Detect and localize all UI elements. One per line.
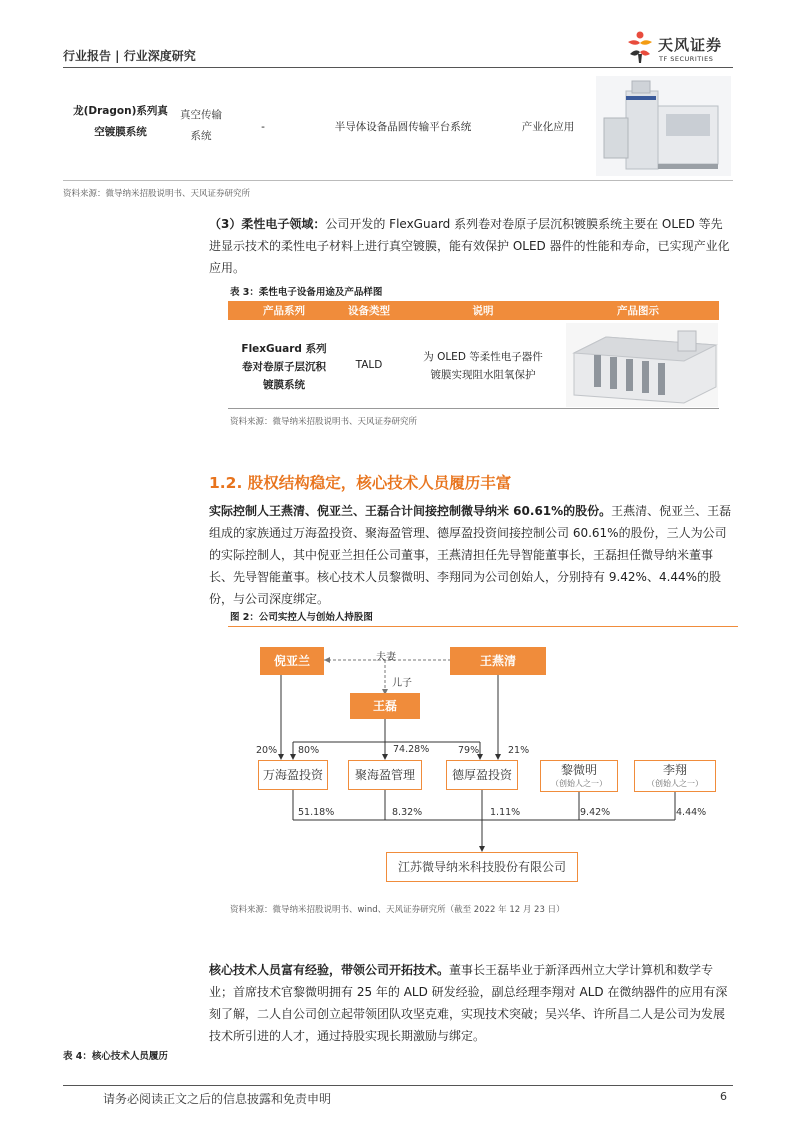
table3-row	[228, 320, 719, 409]
equipment-type-line1: 真空传输	[180, 109, 222, 121]
product-table-1-row	[63, 68, 733, 181]
page-number: 6	[720, 1090, 727, 1103]
description-line1: 为 OLED 等柔性电子器件	[423, 351, 543, 363]
table4-caption: 表 4：核心技术人员履历	[63, 1051, 168, 1062]
founder-name: 黎微明	[560, 763, 597, 777]
flexguard-equipment-image	[566, 323, 718, 407]
core-tech-staff-paragraph	[209, 959, 733, 1047]
paragraph-text: 董事长王磊毕业于新泽西州立大学计算机和数学专业；首席技术官黎微明拥有 25 年的 ALD 研发经验，副总经理李翔对 ALD 在微纳器件的应用有深刻了解，二人自公司创立起带领团队攻坚克难，实现技术突破；吴兴华、许所昌二人是公司为发展技术所引进的人才，通过持股实现长期激励与绑定。	[209, 963, 728, 1043]
product-line2: 卷对卷原子层沉积	[242, 361, 326, 373]
paragraph-text: 公司开发的 FlexGuard 系列卷对卷原子层沉积镀膜系统主要在 OLED 等先进显示技术的柔性电子材料上进行真空镀膜，能有效保护 OLED 器件的性能和寿命，已实现产业化应用。	[209, 217, 730, 275]
header-description: 说明	[472, 305, 494, 317]
logo-english-text: TF SECURITIES	[659, 55, 714, 63]
product-series-cell	[63, 101, 178, 143]
pct-wanglei-wanhai: 80%	[298, 745, 320, 756]
paragraph-lead: （3）柔性电子领域：	[209, 217, 326, 231]
founder-name: 李翔	[662, 763, 687, 777]
shareholder-ni-yalan: 倪亚兰	[260, 647, 324, 675]
flexguard-description-cell	[408, 348, 558, 384]
pct-juhai-company: 8.32%	[392, 807, 423, 818]
pct-dehou-company: 1.11%	[490, 807, 521, 818]
pct-wanglei-dehou: 79%	[458, 745, 480, 756]
table1-source: 资料来源：微导纳米招股说明书、天风证券研究所	[63, 189, 251, 199]
shareholding-diagram	[228, 630, 738, 900]
status-cell: 产业化应用	[521, 121, 575, 133]
description-cell: 半导体设备晶圆传输平台系统	[334, 121, 472, 133]
founder-li-weiming	[540, 760, 618, 792]
pct-lix-company: 4.44%	[676, 807, 707, 818]
entity-juhaiying: 聚海盈管理	[348, 760, 422, 790]
product-series-line1: 龙(Dragon)系列真	[73, 105, 168, 117]
entity-wanhaiying: 万海盈投资	[258, 760, 328, 790]
entity-dehouying: 德厚盈投资	[446, 760, 518, 790]
table3-header-row	[228, 301, 719, 320]
pct-ni-wanhai: 20%	[256, 745, 278, 756]
figure2-caption: 图 2：公司实控人与创始人持股图	[230, 612, 373, 623]
table3-source: 资料来源：微导纳米招股说明书、天风证券研究所	[230, 417, 418, 427]
paragraph-text: 王燕清、倪亚兰、王磊组成的家族通过万海盈投资、聚海盈管理、德厚盈投资间接控制公司 60.61%的股份，三人为公司的实际控制人，其中倪亚兰担任公司董事，王燕清担任先导智能董事长，王磊担任微导纳米董事长、先导智能董事。核心技术人员黎微明、李翔同为公司创始人，分别持有 9.42%、4.44%的股份，与公司深度绑定。	[209, 504, 732, 606]
vacuum-transfer-system-image	[596, 76, 731, 176]
product-series-line2: 空镀膜系统	[94, 126, 147, 138]
flexguard-product-cell	[228, 340, 340, 394]
founder-li-xiang	[634, 760, 716, 792]
pct-wanhai-company: 51.18%	[298, 807, 335, 818]
paragraph-lead: 实际控制人王燕清、倪亚兰、王磊合计间接控制微导纳米 60.61%的股份。	[209, 504, 612, 518]
disclaimer-text: 请务必阅读正文之后的信息披露和免责申明	[103, 1092, 332, 1106]
header-equipment-type: 设备类型	[348, 305, 390, 317]
report-type-title: 行业报告 | 行业深度研究	[63, 49, 196, 63]
pct-wanglei-juhai: 74.28%	[393, 744, 430, 755]
figure2-source: 资料来源：微导纳米招股说明书、wind、天风证券研究所（截至 2022 年 12 月 23 日）	[230, 905, 565, 915]
empty-cell: -	[261, 121, 265, 133]
founder-role: （创始人之一）	[551, 779, 607, 788]
spouse-relation-label: 夫妻	[376, 652, 396, 663]
son-relation-label: 儿子	[392, 678, 412, 689]
table3-caption: 表 3：柔性电子设备用途及产品样图	[230, 287, 383, 298]
figure2-rule	[228, 626, 738, 627]
product-line1: FlexGuard 系列	[241, 343, 327, 355]
tf-securities-logo	[625, 30, 733, 66]
footer-divider	[63, 1085, 733, 1086]
shareholder-wang-lei: 王磊	[350, 693, 420, 719]
logo-chinese-text: 天风证券	[658, 36, 723, 54]
paragraph-lead: 核心技术人员富有经验，带领公司开拓技术。	[209, 963, 450, 977]
flexible-electronics-paragraph	[209, 213, 733, 279]
tald-type-cell: TALD	[355, 359, 383, 371]
header-product-series: 产品系列	[263, 305, 305, 317]
shareholder-wang-yanqing: 王燕清	[450, 647, 546, 675]
founder-role: （创始人之一）	[647, 779, 703, 788]
equipment-type-line2: 系统	[190, 130, 212, 142]
description-line2: 镀膜实现阻水阻氧保护	[430, 369, 536, 381]
company-jiangsu-weidao: 江苏微导纳米科技股份有限公司	[386, 852, 578, 882]
pct-wangyq-dehou: 21%	[508, 745, 530, 756]
logo-mark-icon	[625, 30, 655, 64]
equity-structure-paragraph	[209, 500, 733, 610]
equipment-type-cell	[171, 105, 231, 147]
product-line3: 镀膜系统	[263, 379, 305, 391]
pct-liwm-company: 9.42%	[580, 807, 611, 818]
section-title: 1.2. 股权结构稳定，核心技术人员履历丰富	[209, 474, 512, 492]
header-product-image: 产品图示	[617, 305, 659, 317]
